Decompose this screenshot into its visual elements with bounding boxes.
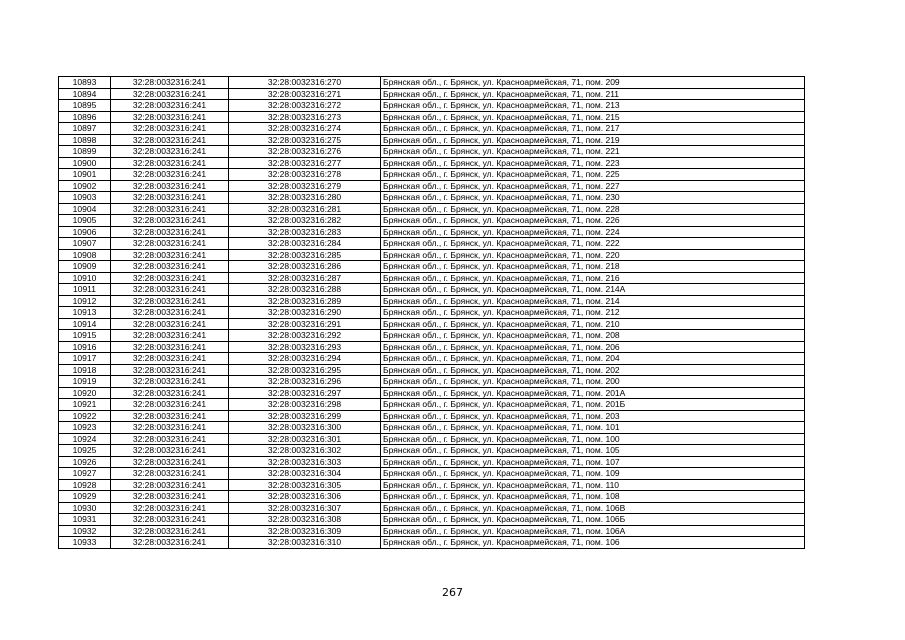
cadastral-number-cell: 32:28:0032316:308 [229,514,381,526]
address-cell: Брянская обл., г. Брянск, ул. Красноармейская, 71, пом. 106Б [381,514,805,526]
address-cell: Брянская обл., г. Брянск, ул. Красноармейская, 71, пом. 200 [381,376,805,388]
cadastral-number-cell: 32:28:0032316:278 [229,169,381,181]
row-number-cell: 10902 [59,180,111,192]
table-row [59,226,805,238]
parent-cadastral-number-cell: 32:28:0032316:241 [111,146,229,158]
row-number-cell: 10895 [59,100,111,112]
row-number-cell: 10914 [59,318,111,330]
address-cell: Брянская обл., г. Брянск, ул. Красноармейская, 71, пом. 219 [381,134,805,146]
cadastral-number-cell: 32:28:0032316:287 [229,272,381,284]
address-cell: Брянская обл., г. Брянск, ул. Красноармейская, 71, пом. 209 [381,77,805,89]
cadastral-number-cell: 32:28:0032316:275 [229,134,381,146]
row-number-cell: 10916 [59,341,111,353]
address-cell: Брянская обл., г. Брянск, ул. Красноармейская, 71, пом. 210 [381,318,805,330]
cadastral-number-cell: 32:28:0032316:300 [229,422,381,434]
table-row [59,134,805,146]
cadastral-registry-table [58,76,805,549]
parent-cadastral-number-cell: 32:28:0032316:241 [111,537,229,549]
cadastral-number-cell: 32:28:0032316:304 [229,468,381,480]
parent-cadastral-number-cell: 32:28:0032316:241 [111,157,229,169]
row-number-cell: 10899 [59,146,111,158]
address-cell: Брянская обл., г. Брянск, ул. Красноармейская, 71, пом. 105 [381,445,805,457]
cadastral-number-cell: 32:28:0032316:282 [229,215,381,227]
cadastral-number-cell: 32:28:0032316:299 [229,410,381,422]
address-cell: Брянская обл., г. Брянск, ул. Красноармейская, 71, пом. 218 [381,261,805,273]
table-row [59,169,805,181]
address-cell: Брянская обл., г. Брянск, ул. Красноармейская, 71, пом. 214А [381,284,805,296]
row-number-cell: 10913 [59,307,111,319]
address-cell: Брянская обл., г. Брянск, ул. Красноармейская, 71, пом. 108 [381,491,805,503]
table-row [59,410,805,422]
parent-cadastral-number-cell: 32:28:0032316:241 [111,456,229,468]
row-number-cell: 10923 [59,422,111,434]
table-row [59,192,805,204]
row-number-cell: 10918 [59,364,111,376]
cadastral-number-cell: 32:28:0032316:271 [229,88,381,100]
address-cell: Брянская обл., г. Брянск, ул. Красноармейская, 71, пом. 230 [381,192,805,204]
address-cell: Брянская обл., г. Брянск, ул. Красноармейская, 71, пом. 201Б [381,399,805,411]
table-row [59,537,805,549]
parent-cadastral-number-cell: 32:28:0032316:241 [111,215,229,227]
row-number-cell: 10932 [59,525,111,537]
address-cell: Брянская обл., г. Брянск, ул. Красноармейская, 71, пом. 201А [381,387,805,399]
parent-cadastral-number-cell: 32:28:0032316:241 [111,295,229,307]
page-number: 267 [442,586,463,599]
parent-cadastral-number-cell: 32:28:0032316:241 [111,88,229,100]
cadastral-number-cell: 32:28:0032316:286 [229,261,381,273]
table-row [59,307,805,319]
row-number-cell: 10911 [59,284,111,296]
address-cell: Брянская обл., г. Брянск, ул. Красноармейская, 71, пом. 217 [381,123,805,135]
table-row [59,238,805,250]
address-cell: Брянская обл., г. Брянск, ул. Красноармейская, 71, пом. 220 [381,249,805,261]
address-cell: Брянская обл., г. Брянск, ул. Красноармейская, 71, пом. 106 [381,537,805,549]
cadastral-number-cell: 32:28:0032316:270 [229,77,381,89]
cadastral-number-cell: 32:28:0032316:277 [229,157,381,169]
cadastral-number-cell: 32:28:0032316:272 [229,100,381,112]
row-number-cell: 10927 [59,468,111,480]
row-number-cell: 10929 [59,491,111,503]
table-row [59,525,805,537]
parent-cadastral-number-cell: 32:28:0032316:241 [111,203,229,215]
row-number-cell: 10909 [59,261,111,273]
address-cell: Брянская обл., г. Брянск, ул. Красноармейская, 71, пом. 216 [381,272,805,284]
parent-cadastral-number-cell: 32:28:0032316:241 [111,238,229,250]
table-row [59,180,805,192]
cadastral-number-cell: 32:28:0032316:291 [229,318,381,330]
cadastral-number-cell: 32:28:0032316:303 [229,456,381,468]
table-row [59,123,805,135]
cadastral-number-cell: 32:28:0032316:295 [229,364,381,376]
parent-cadastral-number-cell: 32:28:0032316:241 [111,111,229,123]
table-row [59,330,805,342]
row-number-cell: 10924 [59,433,111,445]
row-number-cell: 10921 [59,399,111,411]
row-number-cell: 10907 [59,238,111,250]
row-number-cell: 10928 [59,479,111,491]
row-number-cell: 10901 [59,169,111,181]
table-row [59,318,805,330]
row-number-cell: 10920 [59,387,111,399]
table-row [59,146,805,158]
address-cell: Брянская обл., г. Брянск, ул. Красноармейская, 71, пом. 109 [381,468,805,480]
address-cell: Брянская обл., г. Брянск, ул. Красноармейская, 71, пом. 227 [381,180,805,192]
table-row [59,341,805,353]
address-cell: Брянская обл., г. Брянск, ул. Красноармейская, 71, пом. 228 [381,203,805,215]
address-cell: Брянская обл., г. Брянск, ул. Красноармейская, 71, пом. 106В [381,502,805,514]
parent-cadastral-number-cell: 32:28:0032316:241 [111,399,229,411]
address-cell: Брянская обл., г. Брянск, ул. Красноармейская, 71, пом. 211 [381,88,805,100]
cadastral-number-cell: 32:28:0032316:307 [229,502,381,514]
address-cell: Брянская обл., г. Брянск, ул. Красноармейская, 71, пом. 100 [381,433,805,445]
cadastral-number-cell: 32:28:0032316:285 [229,249,381,261]
parent-cadastral-number-cell: 32:28:0032316:241 [111,284,229,296]
address-cell: Брянская обл., г. Брянск, ул. Красноармейская, 71, пом. 206 [381,341,805,353]
parent-cadastral-number-cell: 32:28:0032316:241 [111,387,229,399]
parent-cadastral-number-cell: 32:28:0032316:241 [111,123,229,135]
parent-cadastral-number-cell: 32:28:0032316:241 [111,261,229,273]
address-cell: Брянская обл., г. Брянск, ул. Красноармейская, 71, пом. 101 [381,422,805,434]
parent-cadastral-number-cell: 32:28:0032316:241 [111,479,229,491]
parent-cadastral-number-cell: 32:28:0032316:241 [111,445,229,457]
table-row [59,157,805,169]
table-row [59,272,805,284]
table-row [59,491,805,503]
address-cell: Брянская обл., г. Брянск, ул. Красноармейская, 71, пом. 223 [381,157,805,169]
address-cell: Брянская обл., г. Брянск, ул. Красноармейская, 71, пом. 213 [381,100,805,112]
cadastral-number-cell: 32:28:0032316:294 [229,353,381,365]
table-row [59,249,805,261]
address-cell: Брянская обл., г. Брянск, ул. Красноармейская, 71, пом. 208 [381,330,805,342]
table-row [59,295,805,307]
row-number-cell: 10894 [59,88,111,100]
table-row [59,77,805,89]
address-cell: Брянская обл., г. Брянск, ул. Красноармейская, 71, пом. 107 [381,456,805,468]
row-number-cell: 10933 [59,537,111,549]
row-number-cell: 10904 [59,203,111,215]
row-number-cell: 10912 [59,295,111,307]
cadastral-number-cell: 32:28:0032316:284 [229,238,381,250]
parent-cadastral-number-cell: 32:28:0032316:241 [111,341,229,353]
cadastral-number-cell: 32:28:0032316:290 [229,307,381,319]
parent-cadastral-number-cell: 32:28:0032316:241 [111,364,229,376]
row-number-cell: 10925 [59,445,111,457]
cadastral-number-cell: 32:28:0032316:297 [229,387,381,399]
table-row [59,479,805,491]
row-number-cell: 10926 [59,456,111,468]
row-number-cell: 10897 [59,123,111,135]
row-number-cell: 10906 [59,226,111,238]
parent-cadastral-number-cell: 32:28:0032316:241 [111,180,229,192]
row-number-cell: 10898 [59,134,111,146]
cadastral-number-cell: 32:28:0032316:293 [229,341,381,353]
parent-cadastral-number-cell: 32:28:0032316:241 [111,353,229,365]
cadastral-number-cell: 32:28:0032316:288 [229,284,381,296]
table-row [59,502,805,514]
cadastral-number-cell: 32:28:0032316:296 [229,376,381,388]
cadastral-number-cell: 32:28:0032316:280 [229,192,381,204]
cadastral-number-cell: 32:28:0032316:273 [229,111,381,123]
address-cell: Брянская обл., г. Брянск, ул. Красноармейская, 71, пом. 204 [381,353,805,365]
table-row [59,387,805,399]
cadastral-number-cell: 32:28:0032316:274 [229,123,381,135]
table-row [59,456,805,468]
cadastral-number-cell: 32:28:0032316:306 [229,491,381,503]
parent-cadastral-number-cell: 32:28:0032316:241 [111,422,229,434]
row-number-cell: 10922 [59,410,111,422]
table-row [59,261,805,273]
parent-cadastral-number-cell: 32:28:0032316:241 [111,330,229,342]
address-cell: Брянская обл., г. Брянск, ул. Красноармейская, 71, пом. 225 [381,169,805,181]
table-row [59,468,805,480]
row-number-cell: 10917 [59,353,111,365]
address-cell: Брянская обл., г. Брянск, ул. Красноармейская, 71, пом. 221 [381,146,805,158]
cadastral-number-cell: 32:28:0032316:298 [229,399,381,411]
table-body [59,77,805,549]
parent-cadastral-number-cell: 32:28:0032316:241 [111,249,229,261]
address-cell: Брянская обл., г. Брянск, ул. Красноармейская, 71, пом. 224 [381,226,805,238]
parent-cadastral-number-cell: 32:28:0032316:241 [111,100,229,112]
table-row [59,433,805,445]
cadastral-number-cell: 32:28:0032316:283 [229,226,381,238]
table-row [59,215,805,227]
table-row [59,445,805,457]
cadastral-number-cell: 32:28:0032316:309 [229,525,381,537]
address-cell: Брянская обл., г. Брянск, ул. Красноармейская, 71, пом. 203 [381,410,805,422]
parent-cadastral-number-cell: 32:28:0032316:241 [111,491,229,503]
address-cell: Брянская обл., г. Брянск, ул. Красноармейская, 71, пом. 212 [381,307,805,319]
address-cell: Брянская обл., г. Брянск, ул. Красноармейская, 71, пом. 110 [381,479,805,491]
cadastral-number-cell: 32:28:0032316:310 [229,537,381,549]
table-row [59,203,805,215]
parent-cadastral-number-cell: 32:28:0032316:241 [111,318,229,330]
parent-cadastral-number-cell: 32:28:0032316:241 [111,514,229,526]
parent-cadastral-number-cell: 32:28:0032316:241 [111,192,229,204]
row-number-cell: 10896 [59,111,111,123]
parent-cadastral-number-cell: 32:28:0032316:241 [111,77,229,89]
row-number-cell: 10915 [59,330,111,342]
cadastral-number-cell: 32:28:0032316:292 [229,330,381,342]
table-row [59,399,805,411]
address-cell: Брянская обл., г. Брянск, ул. Красноармейская, 71, пом. 202 [381,364,805,376]
parent-cadastral-number-cell: 32:28:0032316:241 [111,307,229,319]
row-number-cell: 10930 [59,502,111,514]
parent-cadastral-number-cell: 32:28:0032316:241 [111,525,229,537]
address-cell: Брянская обл., г. Брянск, ул. Красноармейская, 71, пом. 222 [381,238,805,250]
parent-cadastral-number-cell: 32:28:0032316:241 [111,272,229,284]
parent-cadastral-number-cell: 32:28:0032316:241 [111,433,229,445]
table-row [59,353,805,365]
cadastral-number-cell: 32:28:0032316:281 [229,203,381,215]
address-cell: Брянская обл., г. Брянск, ул. Красноармейская, 71, пом. 214 [381,295,805,307]
table-row [59,100,805,112]
parent-cadastral-number-cell: 32:28:0032316:241 [111,169,229,181]
address-cell: Брянская обл., г. Брянск, ул. Красноармейская, 71, пом. 215 [381,111,805,123]
parent-cadastral-number-cell: 32:28:0032316:241 [111,468,229,480]
row-number-cell: 10919 [59,376,111,388]
row-number-cell: 10893 [59,77,111,89]
cadastral-number-cell: 32:28:0032316:276 [229,146,381,158]
table-row [59,376,805,388]
table-row [59,111,805,123]
cadastral-number-cell: 32:28:0032316:289 [229,295,381,307]
cadastral-number-cell: 32:28:0032316:301 [229,433,381,445]
table-row [59,88,805,100]
row-number-cell: 10910 [59,272,111,284]
parent-cadastral-number-cell: 32:28:0032316:241 [111,226,229,238]
table-row [59,284,805,296]
row-number-cell: 10908 [59,249,111,261]
row-number-cell: 10905 [59,215,111,227]
cadastral-number-cell: 32:28:0032316:302 [229,445,381,457]
table-row [59,514,805,526]
parent-cadastral-number-cell: 32:28:0032316:241 [111,134,229,146]
parent-cadastral-number-cell: 32:28:0032316:241 [111,410,229,422]
row-number-cell: 10931 [59,514,111,526]
table-row [59,422,805,434]
parent-cadastral-number-cell: 32:28:0032316:241 [111,376,229,388]
address-cell: Брянская обл., г. Брянск, ул. Красноармейская, 71, пом. 226 [381,215,805,227]
row-number-cell: 10903 [59,192,111,204]
cadastral-number-cell: 32:28:0032316:279 [229,180,381,192]
table-row [59,364,805,376]
parent-cadastral-number-cell: 32:28:0032316:241 [111,502,229,514]
cadastral-number-cell: 32:28:0032316:305 [229,479,381,491]
row-number-cell: 10900 [59,157,111,169]
address-cell: Брянская обл., г. Брянск, ул. Красноармейская, 71, пом. 106А [381,525,805,537]
